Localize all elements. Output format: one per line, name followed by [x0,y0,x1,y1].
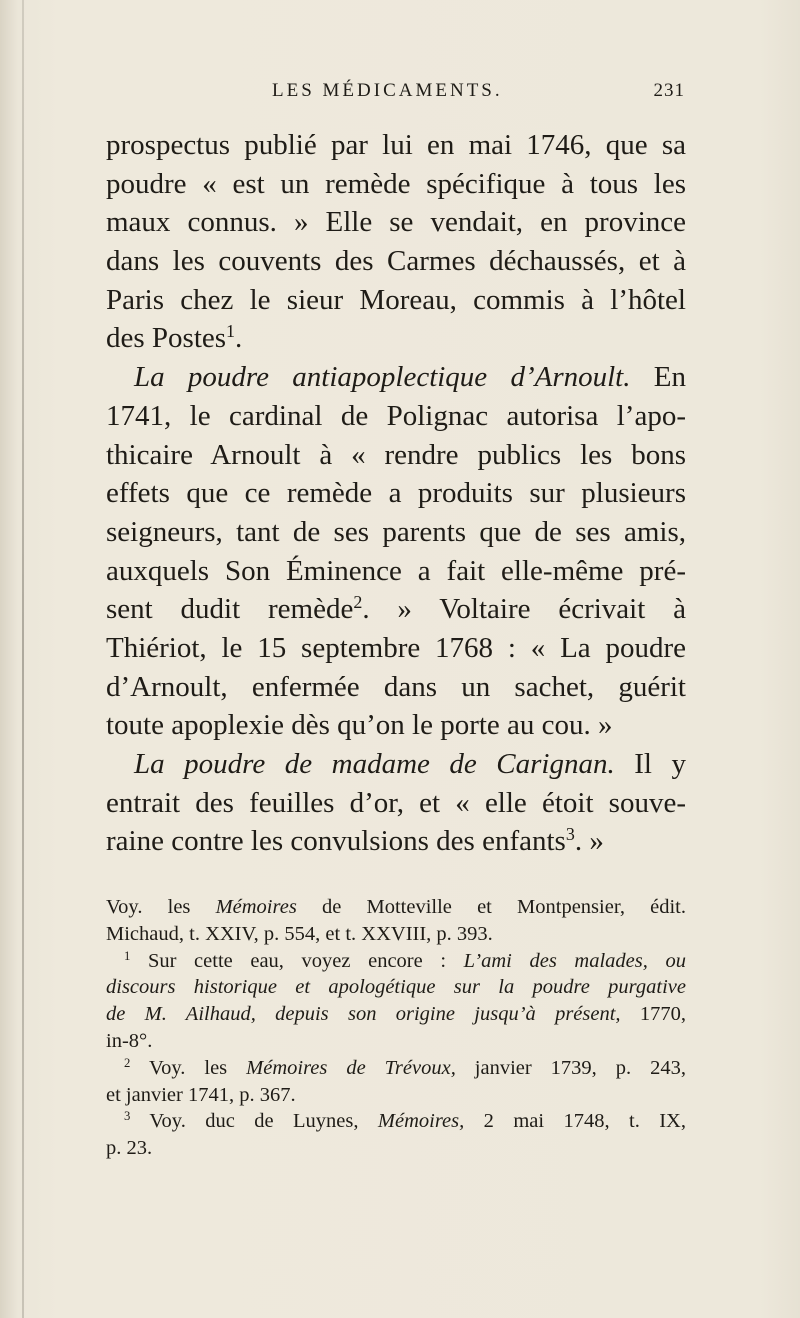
text-line: dans les couvents des Carmes déchaussés, et à [106,245,686,278]
page-number: 231 [653,80,685,101]
footnote-ref: 3 [565,824,575,845]
page-header [105,80,685,110]
text-line: toute apoplexie dès qu’on le porte au cou. » [106,709,613,742]
text-fragment: . [235,322,243,355]
italic-title: Mémoires de Trévoux, [246,1056,456,1079]
text-fragment: de Motteville et Montpensier, édit. [296,896,686,918]
italic-title: Mémoires, [377,1110,465,1133]
footnote-line: p. 23. [106,1137,153,1160]
footnote-1 [106,948,686,975]
text-fragment: janvier 1739, p. 243, [455,1056,687,1079]
text-line: thicaire Arnoult à « rendre publics les bons [106,438,686,471]
text-line: Thiériot, le 15 septembre 1768 : « La poudre [106,631,686,664]
footnote-line [106,974,686,1001]
text-fragment: sent dudit remède [106,593,354,626]
text-line: prospectus publié par lui en mai 1746, que sa [106,129,686,161]
running-head: LES MÉDICAMENTS. [272,80,503,101]
text-line [106,319,686,358]
text-fragment: des Postes [106,322,227,355]
footnote-ref: 2 [353,592,363,613]
text-fragment: . » Voltaire écrivait à [362,593,686,626]
italic-title: L’ami des malades, ou [463,949,686,972]
text-fragment: Sur cette eau, voyez encore : [130,949,464,972]
text-line: maux connus. » Elle se vendait, en province [106,206,686,239]
footnotes [106,894,686,1162]
italic-title: de M. Ailhaud, depuis son origine jusqu’à présent, [106,1003,621,1026]
text-line [106,590,686,629]
section-heading-line [106,358,686,397]
footnote-number: 1 [124,948,131,963]
footnote-3 [106,1108,686,1135]
footnote-line: et janvier 1741, p. 367. [106,1083,296,1106]
section-title: La poudre antiapoplectique d’Arnoult. [134,361,631,394]
text-line [106,822,686,861]
section-heading-line [106,745,686,784]
text-fragment: Voy. les [106,896,216,918]
section-title: La poudre de madame de Carignan. [134,748,615,780]
footnote-number: 3 [124,1109,131,1124]
text-line: Paris chez le sieur Moreau, commis à l’hôtel [106,283,686,316]
text-fragment: Voy. les [130,1056,247,1079]
text-fragment: . » [574,825,604,858]
text-line: effets que ce remède a produits sur plusieurs [106,477,686,510]
text-fragment: 1770, [620,1003,686,1026]
text-fragment: Il y [614,748,687,780]
footnote-line: in-8°. [106,1029,153,1052]
text-line: auxquels Son Éminence a fait elle-même pré- [106,554,686,587]
text-line: 1741, le cardinal de Polignac autorisa l’apo- [106,399,686,432]
italic-title: discours historique et apologétique sur la poudre purgative [106,976,686,999]
page-gutter [22,0,24,1318]
footnote-ref: 1 [226,321,236,342]
text-line: entrait des feuilles d’or, et « elle étoit souve- [106,786,686,819]
main-text [106,126,686,861]
text-line: d’Arnoult, enfermée dans un sachet, guérit [106,670,686,703]
text-fragment: raine contre les convulsions des enfants [106,825,566,858]
footnote-line [106,1001,686,1028]
text-fragment: En [630,361,686,394]
footnote-2 [106,1055,686,1082]
footnote-line [106,894,686,921]
footnote-number: 2 [124,1055,131,1070]
text-line: seigneurs, tant de ses parents que de ses amis, [106,515,686,548]
footnote-line: Michaud, t. XXIV, p. 554, et t. XXVIII, p. 393. [106,922,493,945]
text-line: poudre « est un remède spécifique à tous les [106,167,686,200]
text-fragment: Voy. duc de Luynes, [130,1110,378,1133]
italic-title: Mémoires [215,896,297,918]
text-fragment: 2 mai 1748, t. IX, [464,1110,686,1133]
